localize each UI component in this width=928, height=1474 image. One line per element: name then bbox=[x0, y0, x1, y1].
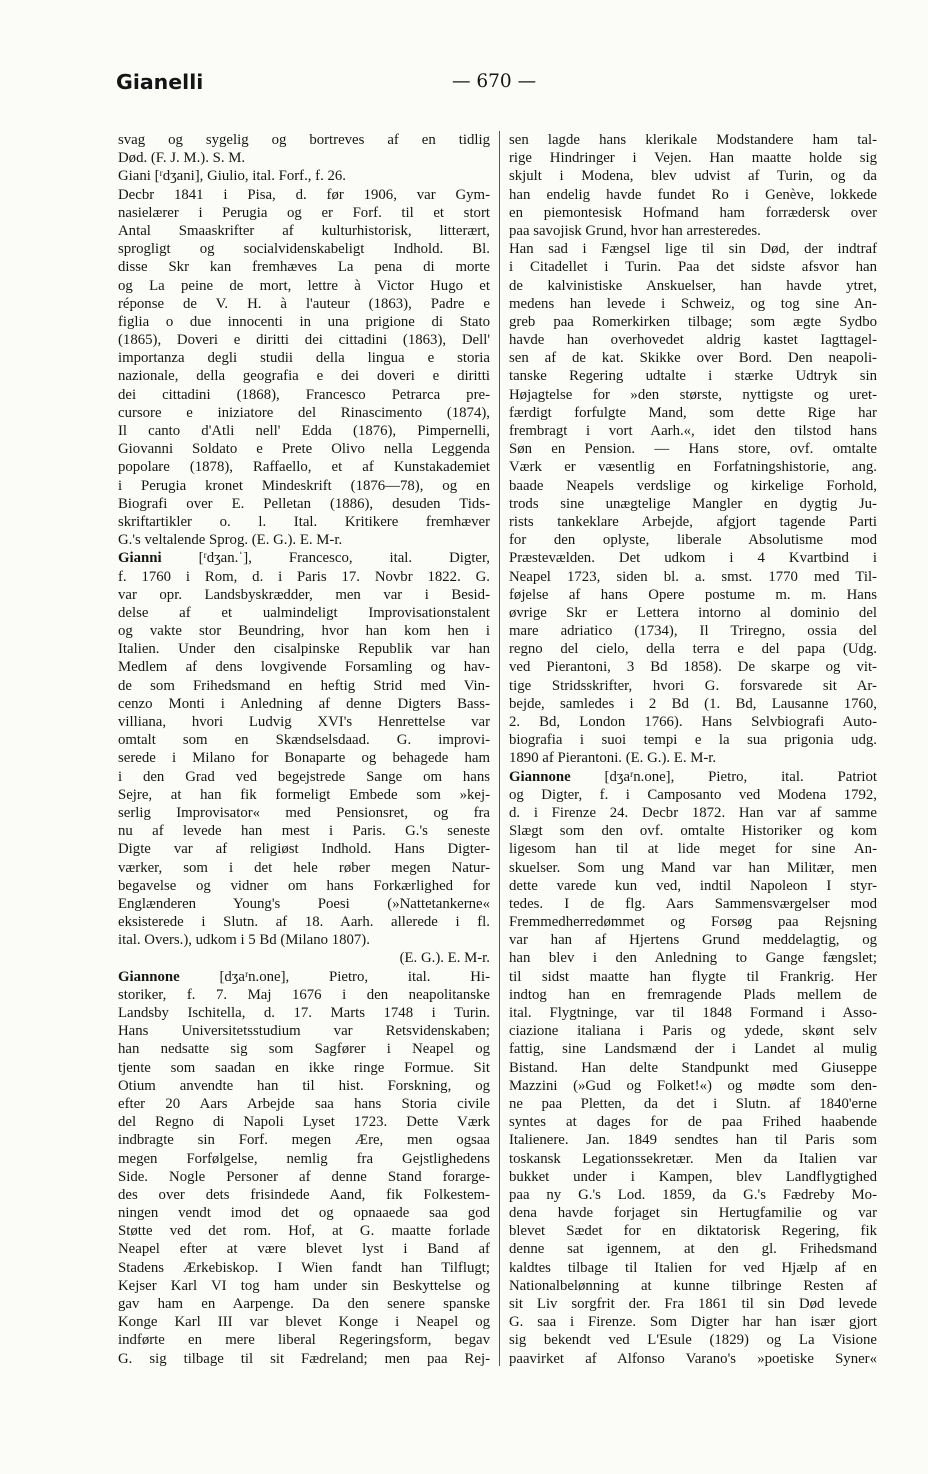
text-line: og Digter, f. i Camposanto ved Modena 1792, bbox=[509, 786, 877, 803]
text-line: paa savojisk Grund, hvor han arresteredes. bbox=[509, 222, 761, 239]
text-line: gav ham en Aarpenge. Da den senere spanske bbox=[118, 1296, 490, 1312]
text-line: indbragte sin Forf. megen Ære, men ogsaa bbox=[118, 1132, 490, 1149]
text-line: Medlem af dens lovgivende Forsamling og hav- bbox=[118, 659, 490, 676]
text-line: føjelse af hans Opere postume m. m. Hans bbox=[509, 586, 877, 603]
text-line: Nationalbelønning at kunne tilbringe Resten af bbox=[509, 1277, 877, 1294]
text-line: des over dets frisindede Aand, fik Folkestem- bbox=[118, 1186, 490, 1203]
text-line: til sidst maatte han flygte til Frankrig. Her bbox=[509, 968, 877, 985]
text-line: indtog han en fremragende Plads mellem de bbox=[509, 986, 877, 1003]
text-line: ligesom han til at lide meget for sine An- bbox=[509, 841, 877, 858]
text-line: megen Forfølgelse, nemlig fra Gejstlighedens bbox=[118, 1150, 490, 1167]
text-line: nazionale, della geografia e dei doveri e diritti bbox=[118, 368, 490, 385]
text-line: Antal Smaaskrifter af kulturhistorisk, litterært, bbox=[118, 222, 490, 239]
text-line: importanza degli studii della lingua e storia bbox=[118, 350, 490, 367]
text-line: 2. Bd, London 1766). Hans Selvbiografi Auto- bbox=[509, 714, 877, 730]
text-line: mare adriatico (1734), Il Triregno, ossia del bbox=[509, 623, 877, 640]
text-line: tjente som saadan en ikke ringe Formue. Sit bbox=[118, 1059, 490, 1076]
text-line: var opr. Landsbyskrædder, men var i Besid- bbox=[118, 586, 490, 603]
text-line: Italienere. Jan. 1849 sendtes han til Paris som bbox=[509, 1132, 877, 1149]
text-line: biografia i suoi tempi e la sua prigonia udg. bbox=[509, 732, 877, 749]
text-line: Kejser Karl VI tog ham under sin Beskyttelse og bbox=[118, 1277, 490, 1294]
text-line: nu af levede han mest i Paris. G.'s seneste bbox=[118, 823, 490, 840]
text-line: f. 1760 i Rom, d. i Paris 17. Novbr 1822. G. bbox=[118, 568, 490, 585]
text-line: tige Stridsskrifter, hvori G. forsvarede sit Ar- bbox=[509, 677, 877, 694]
text-line: serlig Improvisator« med Pensionsret, og fra bbox=[118, 804, 490, 821]
left-column bbox=[118, 131, 490, 1368]
text-line: villiana, hvori Ludvig XVI's Henrettelse var bbox=[118, 714, 490, 730]
text-line: Englænderen Young's Poesi (»Nattetankerne« bbox=[118, 895, 490, 912]
text-line: rige Hindringer i Vejen. Han maatte holde sig bbox=[509, 150, 877, 167]
text-line: cenzo Monti i Anledning af denne Digters Bass- bbox=[118, 695, 490, 712]
text-line: (1865), Doveri e diritti dei cittadini (1863), Dell' bbox=[118, 332, 490, 349]
page-number: — 670 — bbox=[452, 71, 537, 92]
text-line: ne paa Pletten, da det i Slutn. af 1840'erne bbox=[509, 1095, 877, 1112]
text-line: i Perugia kronet Mindeskrift (1876—78), og en bbox=[118, 477, 490, 494]
text-line: og vakte stor Beundring, hvor han kom hen i bbox=[118, 623, 490, 640]
text-line: skuelser. Som ung Mand var han Militær, men bbox=[509, 859, 877, 876]
text-line: ningen vendt imod det og opnaaede saa god bbox=[118, 1205, 490, 1222]
text-line: han nedsatte sig som Sagfører i Neapel og bbox=[118, 1041, 490, 1058]
text-line: G.'s veltalende Sprog. (E. G.). E. M-r. bbox=[118, 532, 343, 549]
text-line: Neapel 1723, siden bl. a. smst. 1770 med Til- bbox=[509, 568, 877, 585]
text-line: skjult i Modena, blev udvist af Turin, og da bbox=[509, 168, 877, 185]
text-line: delse af et ualmindeligt Improvisationstalent bbox=[118, 604, 490, 621]
text-line: popolare (1878), Raffaello, et af Kunstakademiet bbox=[118, 459, 490, 476]
text-line: syntes at dages for de paa Frihed haabende bbox=[509, 1114, 877, 1131]
text-line: del Regno di Napoli Lyset 1723. Dette Værk bbox=[118, 1114, 490, 1131]
text-line: d. i Firenze 24. Decbr 1872. Han var af samme bbox=[509, 804, 877, 821]
text-line: Il canto d'Atli nell' Edda (1876), Pimpernelli, bbox=[118, 423, 490, 439]
text-line: bukket under i Kampen, blev Landflygtighed bbox=[509, 1168, 877, 1185]
text-line: dette varede kun ved, indtil Napoleon I styr- bbox=[509, 877, 877, 894]
text-line: G. saa i Firenze. Som Digter har han især gjort bbox=[509, 1314, 877, 1331]
text-line: Biografi over E. Pelletan (1886), desuden Tids- bbox=[118, 495, 490, 512]
text-line: en piemontesisk Hofmand ham forrædersk over bbox=[509, 204, 877, 221]
text-line: rists tankeklare Arbejde, afgjort tagende Parti bbox=[509, 513, 877, 530]
text-line: medens han levede i Schweiz, og tog sine An- bbox=[509, 295, 877, 312]
text-line: Stadens Ærkebiskop. I Wien fandt han Tilflugt; bbox=[118, 1259, 490, 1276]
text-line: Side. Nogle Personer af denne Stand forarge- bbox=[118, 1168, 490, 1185]
text-line: omtalt som en Skændselsdaad. G. improvi- bbox=[118, 732, 490, 749]
text-line: han blev i den Anledning to Gange fængslet; bbox=[509, 950, 877, 967]
text-line: Digte var af religiøst Indhold. Hans Digter- bbox=[118, 841, 490, 858]
text-line: færdigt forfulgte Mand, som dette Rige har bbox=[509, 404, 877, 421]
text-line: begavelse og vidner om hans Forkærlighed for bbox=[118, 877, 490, 894]
text-line: efter 20 Aars Arbejde saa hans Storia civile bbox=[118, 1095, 490, 1112]
text-line: Slægt som den ovf. omtalte Historiker og kom bbox=[509, 823, 877, 840]
text-line: i Citadellet i Turin. Paa det sidste afsvor han bbox=[509, 259, 877, 276]
text-line: Mazzini (»Gud og Folket!«) og mødte som den- bbox=[509, 1077, 877, 1094]
text-line: storiker, f. 7. Maj 1676 i den neapolitanske bbox=[118, 986, 490, 1003]
text-line: Decbr 1841 i Pisa, d. før 1906, var Gym- bbox=[118, 186, 490, 203]
text-line: ital. Flygtninge, var til 1848 Formand i Asso- bbox=[509, 1005, 877, 1021]
text-line: fattig, sine Landsmænd der i Landet al mulig bbox=[509, 1041, 877, 1058]
text-line: Hans Universitetsstudium var Retsvidenskaben; bbox=[118, 1023, 490, 1040]
text-line: Italien. Under den cisalpinske Republik var han bbox=[118, 641, 490, 658]
text-line: tedes. I de flg. Aars Sammensværgelser mod bbox=[509, 895, 877, 912]
text-line: dei cittadini (1868), Francesco Petrarca pre- bbox=[118, 386, 490, 403]
text-line: bejde, samledes i 2 Bd (1. Bd, Lausanne 1760, bbox=[509, 695, 877, 712]
text-line: sit Liv sorgfrit der. Fra 1861 til sin Død levede bbox=[509, 1296, 877, 1312]
text-line: for den oplyste, liberale Absolutisme mod bbox=[509, 532, 877, 549]
text-line: svag og sygelig og bortreves af en tidlig bbox=[118, 132, 490, 148]
text-line: trods sine unægtelige Mangler en dygtig Ju- bbox=[509, 495, 877, 512]
text-line: Præstevælden. Det udkom i 4 Kvartbind i bbox=[509, 550, 877, 567]
text-line: kaldtes tilbage til Italien for ved Hjælp af en bbox=[509, 1259, 877, 1276]
text-line: paa ny G.'s Lod. 1859, da G.'s Fædreby Mo- bbox=[509, 1186, 877, 1203]
text-line: sen af de kat. Skikke over Bord. Den neapoli- bbox=[509, 350, 877, 367]
text-line: figlia o due innocenti in una prigione di Stato bbox=[118, 313, 490, 330]
text-line: Højagtelse for »den største, nyttigste og uret- bbox=[509, 386, 877, 403]
text-line: Neapel efter at være blevet lyst i Band af bbox=[118, 1241, 490, 1258]
text-line: Giovanni Soldato e Prete Olivo nella Leggenda bbox=[118, 441, 490, 458]
text-line: var han af Hjertens Grund meddelagtig, og bbox=[509, 932, 877, 949]
text-line: cursore e iniziatore del Rinascimento (1874), bbox=[118, 404, 490, 421]
page-header bbox=[0, 70, 928, 104]
text-line: Giannone [dʒaʳn.one], Pietro, ital. Hi- bbox=[118, 968, 490, 985]
text-line: Giani [ʳdʒani], Giulio, ital. Forf., f. 26. bbox=[118, 168, 347, 185]
text-line: de som Frihedsmand en heftig Strid med Vin- bbox=[118, 677, 490, 694]
text-line: i den Grad ved begejstrede Sange om hans bbox=[118, 768, 490, 785]
text-line: og La peine de mort, lettre à Victor Hugo et bbox=[118, 277, 490, 294]
text-line: han endelig havde fundet Ro i Genève, lokkede bbox=[509, 186, 877, 203]
text-line: toskansk Legationssekretær. Men da Italien var bbox=[509, 1150, 877, 1167]
text-line: baade Neapels verdslige og kirkelige Forhold, bbox=[509, 477, 877, 494]
text-line: Gianni [ʳdʒan.ˈ], Francesco, ital. Digter, bbox=[118, 550, 490, 567]
text-line: sprogligt og socialvidenskabeligt Indhold. Bl. bbox=[118, 241, 490, 258]
text-line: tanske Regering udtalte i stærke Udtryk sin bbox=[509, 368, 877, 385]
text-line: dena havde forjaget sin Hertugfamilie og var bbox=[509, 1205, 877, 1222]
text-line: Landsby Ischitella, d. 17. Marts 1748 i Turin. bbox=[118, 1005, 490, 1021]
text-line: serede i Milano for Bonaparte og behagede ham bbox=[118, 750, 490, 767]
text-line: Død. (F. J. M.). S. M. bbox=[118, 150, 246, 167]
text-line: de kalvinistiske Anskuelser, han havde ytret, bbox=[509, 277, 877, 294]
text-line: ved Pierantoni, 3 Bd 1858). De skarpe og vit- bbox=[509, 659, 877, 676]
text-line: eksisterede i Slutn. af 18. Aarh. allerede i fl. bbox=[118, 914, 490, 931]
text-line: Han sad i Fængsel lige til sin Død, der indtraf bbox=[509, 241, 877, 258]
text-line: sen lagde hans klerikale Modstandere ham tal- bbox=[509, 132, 877, 148]
text-line: Sejre, at han fik formeligt Embede som »kej- bbox=[118, 786, 490, 803]
text-line: Konge Karl III var blevet Konge i Neapel og bbox=[118, 1314, 490, 1331]
text-line: sig bekendt ved L'Esule (1829) og La Visione bbox=[509, 1332, 877, 1349]
text-line: Støtte ved det rom. Hof, at G. maatte forlade bbox=[118, 1223, 490, 1240]
right-column bbox=[509, 131, 877, 1368]
text-line: værker, som i det hele røber megen Natur- bbox=[118, 859, 490, 876]
running-headword: Gianelli bbox=[116, 70, 204, 94]
text-line: greb paa Romerkirken tilbage; som ægte Sydbo bbox=[509, 313, 877, 330]
text-line: 1890 af Pierantoni. (E. G.). E. M-r. bbox=[509, 750, 717, 767]
text-line: Værk er væsentlig en Forfatningshistorie, ang. bbox=[509, 459, 877, 476]
text-line: ital. Overs.), udkom i 5 Bd (Milano 1807). bbox=[118, 932, 370, 949]
text-line: nasielærer i Perugia og er Forf. til et stort bbox=[118, 204, 490, 221]
text-line: Søn en Pension. — Hans store, ovf. omtalte bbox=[509, 441, 877, 458]
text-line: blevet Sædet for en diktatorisk Regering, fik bbox=[509, 1223, 877, 1240]
text-line: Bistand. Han delte Standpunkt med Giuseppe bbox=[509, 1059, 877, 1076]
text-line: Otium anvendte han til hist. Forskning, og bbox=[118, 1077, 490, 1094]
column-divider bbox=[499, 131, 500, 1366]
text-line: Fremmedherredømmet og Forsøg paa Rejsning bbox=[509, 914, 877, 931]
text-line: paavirket af Alfonso Varano's »poetiske Syner« bbox=[509, 1350, 877, 1367]
text-line: denne sat igennem, at den gl. Frihedsmand bbox=[509, 1241, 877, 1258]
text-line: réponse de V. H. à l'auteur (1863), Padre e bbox=[118, 295, 490, 312]
text-line: Giannone [dʒaʳn.one], Pietro, ital. Patriot bbox=[509, 768, 877, 785]
text-line: frembragt i vort Aarh.«, idet den tilstod hans bbox=[509, 423, 877, 439]
text-line: regno del cielo, della terra e del papa (Udg. bbox=[509, 641, 877, 658]
text-line: havde han overhovedet aldrig kastet Iagttagel- bbox=[509, 332, 877, 349]
text-line: (E. G.). E. M-r. bbox=[399, 950, 490, 967]
text-line: skriftartikler o. l. Ital. Kritikere fremhæver bbox=[118, 513, 490, 530]
text-line: disse Skr kan fremhæves La pena di morte bbox=[118, 259, 490, 276]
text-line: indførte en mere liberal Regeringsform, begav bbox=[118, 1332, 490, 1349]
text-line: ciazione italiana i Paris og ydede, skønt selv bbox=[509, 1023, 877, 1040]
text-line: G. sig tilbage til sit Fædreland; men paa Rej- bbox=[118, 1350, 490, 1367]
text-line: øvrige Skr er Lettera intorno al dominio del bbox=[509, 604, 877, 621]
